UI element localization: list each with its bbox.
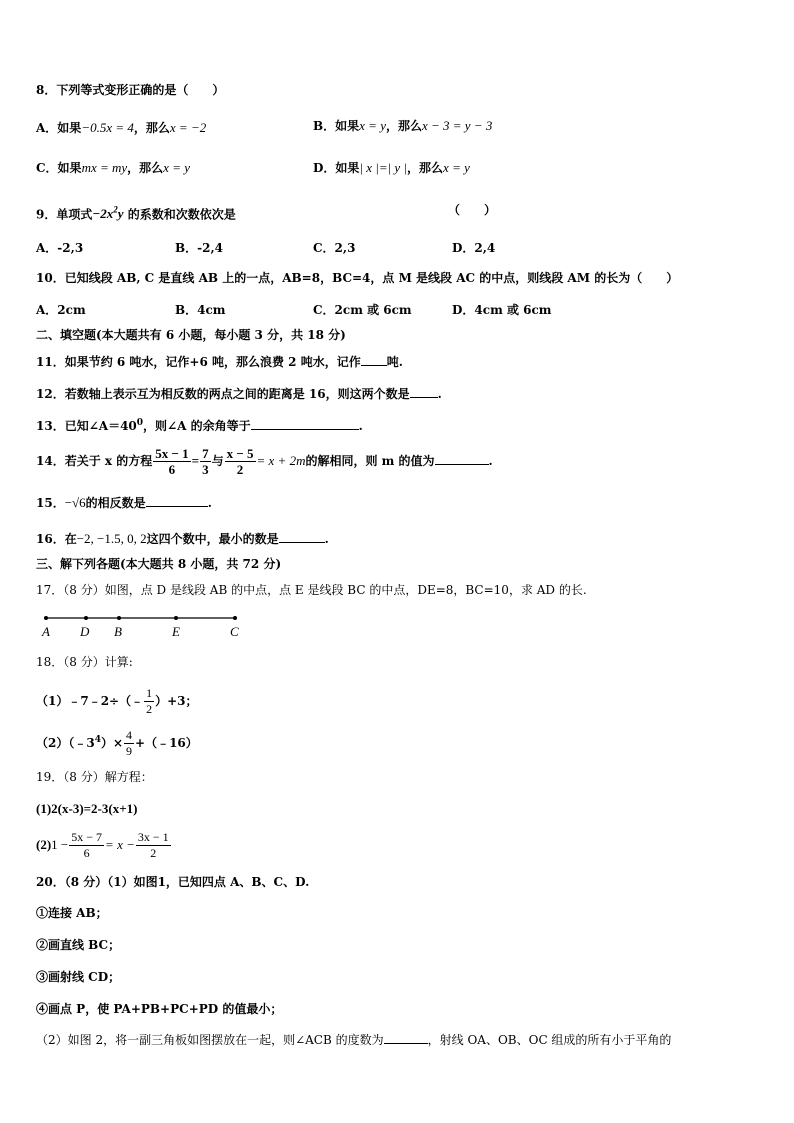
q14-fraction-3 [225,446,256,477]
q8-a-prefix: A．如果 [36,121,82,135]
q20-answer-blank[interactable] [384,1031,428,1044]
q12-text: 12．若数轴上表示互为相反数的两点之间的距离是 16，则这两个数是 [36,387,410,401]
q10-option-d: D．4cm 或 6cm [452,303,552,317]
q20-step1: ①连接 AB； [36,906,108,920]
q16-text: 这四个数中，最小的数是 [146,532,279,546]
q17-point-e [174,616,178,620]
q9-paren: （ ） [448,203,497,217]
q8-b-mid: ，那么 [385,119,422,133]
q17-point-b [117,616,121,620]
q13-end: . [358,419,363,433]
q15-expression: −√6 [64,495,86,510]
q20-step2: ②画直线 BC； [36,938,121,952]
q17-segment-figure [36,610,256,642]
q18-part2 [36,722,198,760]
q17-label-b: B [114,624,122,639]
q16-number: 16．在 [36,532,77,546]
q20-step4: ④画点 P，使 PA+PB+PC+PD 的值最小； [36,1002,283,1016]
q8-c-prefix: C．如果 [36,161,82,175]
q17-label-e: E [172,624,180,639]
q15 [36,494,212,511]
q13 [36,415,363,434]
q8-c-math1: mx = my [81,160,128,175]
q9-stem-pre: 9．单项式 [36,207,93,222]
q13-text: 13．已知∠A＝40 [36,419,137,433]
q16-numbers: −2, −1.5, 0, 2 [76,531,147,546]
q19-stem: 19．（8 分）解方程： [36,770,153,784]
q19-f1-denominator: 6 [83,846,90,860]
q8-option-c [36,160,190,176]
q19-f2-numerator: 3x − 1 [137,830,169,844]
q12-answer-blank[interactable] [410,385,438,398]
q8-a-mid: ，那么 [133,121,170,135]
q17-label-a: A [42,624,50,639]
q17-point-c [233,616,237,620]
q14-end: . [488,454,493,468]
q19-part1: (1)2(x-3)=2-3(x+1) [36,801,138,816]
q11-answer-blank[interactable] [361,353,387,366]
q11 [36,353,403,370]
q9-term [92,206,123,221]
q8-c-math2: x = y [163,160,190,175]
q8-b-math1: x = y [359,118,386,133]
q16 [36,530,329,547]
q14-fraction-1 [153,446,190,477]
q14 [36,442,493,482]
q17-stem: 17．（8 分）如图，点 D 是线段 AB 的中点，点 E 是线段 BC 的中点，DE=8，BC=10，求 AD 的长. [36,583,587,597]
q8-d-math1: | x |=| y | [359,160,408,175]
q10-option-b: B．4cm [175,303,226,317]
q19-part2-mid: = x − [105,837,135,852]
q14-f2-numerator: 7 [202,446,209,461]
q8-stem: 8．下列等式变形正确的是（ ） [36,83,225,97]
q20-step3: ③画射线 CD； [36,970,121,984]
q14-fraction-2 [200,446,211,477]
q14-f2-denominator: 3 [202,462,209,477]
q8-c-mid: ，那么 [127,161,164,175]
q9-option-a: A．-2,3 [36,241,84,255]
q20-part2 [36,1031,671,1048]
q14-post: 的解相同，则 m 的值为 [305,454,435,468]
q8-a-math2: x = −2 [169,120,207,135]
q19-part2-fraction-2 [136,830,171,861]
q17-label-c: C [230,624,239,639]
q15-text: 的相反数是 [85,496,146,510]
q9-option-d: D．2,4 [452,241,496,255]
q14-f3-numerator: x − 5 [226,446,254,461]
q8-d-mid: ，那么 [407,161,444,175]
q19-part2-fraction-1 [69,830,104,861]
q14-f1-numerator: 5x − 1 [155,446,189,461]
q11-unit: 吨. [386,355,403,369]
section-2-heading: 二、填空题(本大题共有 6 小题，每小题 3 分，共 18 分) [36,328,346,342]
q17-point-a [44,616,48,620]
q9-option-c: C．2,3 [313,241,356,255]
q8-d-prefix: D．如果 [313,161,360,175]
q19-f2-denominator: 2 [150,846,157,860]
q13-mid: ，则∠A 的余角等于 [143,419,251,433]
q10-option-c: C．2cm 或 6cm [313,303,412,317]
q9-stem [36,202,236,222]
q9-term-y: y [117,206,124,222]
q11-text: 11．如果节约 6 吨水，记作+6 吨，那么浪费 2 吨水，记作 [36,355,361,369]
q18-part1-pre: （1）﹣7﹣2÷（﹣ [36,694,144,708]
q20-stem: 20．（8 分）（1）如图1，已知四点 A、B、C、D. [36,875,310,889]
q18-part2-fraction [124,728,134,759]
q14-answer-blank[interactable] [435,452,489,465]
q18-p2-denominator: 9 [126,744,133,758]
q14-f1-denominator: 6 [168,462,176,477]
q14-equals-1: = [191,453,200,468]
q20-part2-post: ，射线 OA、OB、OC 组成的所有小于平角的 [427,1033,672,1047]
q19-part2-one: 1 − [51,837,69,852]
q18-p1-denominator: 2 [146,702,153,716]
q12 [36,385,442,402]
q10-stem: 10．已知线段 AB, C 是直线 AB 上的一点，AB=8，BC=4，点 M 是线段 AC 的中点，则线段 AM 的长为（ ） [36,271,679,285]
q8-b-prefix: B．如果 [313,119,360,133]
q8-d-math2: x = y [443,160,470,175]
q8-option-b [313,118,492,134]
q15-number: 15． [36,496,65,510]
q18-p2-numerator: 4 [126,728,133,742]
q15-answer-blank[interactable] [146,494,208,507]
q18-part2-post: +（﹣16） [135,736,198,750]
q8-b-math2: x − 3 = y − 3 [421,118,493,133]
q9-term-exp: 2 [113,205,118,215]
q13-answer-blank[interactable] [251,417,359,430]
q8-option-d [313,160,470,176]
q10-option-a: A．2cm [36,303,86,317]
q14-mid: 与 [211,454,224,468]
q9-term-coef: −2x [92,206,114,222]
q20-part2-pre: （2）如图 2，将一副三角板如图摆放在一起，则∠ACB 的度数为 [36,1033,384,1047]
q19-f1-numerator: 5x − 7 [71,830,103,844]
q18-part2-pre: （2）（﹣3 [36,736,95,750]
q18-part2-exp: 4 [94,735,101,745]
q15-end: . [207,496,212,510]
q19-part2 [36,826,172,866]
q18-part1-post: ）+3； [155,694,198,708]
section-3-heading: 三、解下列各题(本大题共 8 小题，共 72 分) [36,557,282,571]
q8-option-a [36,120,206,136]
q17-label-d: D [80,624,90,639]
q9-stem-post: 的系数和次数依次是 [123,207,236,222]
q18-part2-mid: ）× [100,736,124,750]
q18-p1-numerator: 1 [146,686,153,700]
q17-point-d [84,616,88,620]
q9-option-b: B．-2,4 [175,241,224,255]
q14-tail: = x + 2m [256,453,306,468]
q18-stem: 18．（8 分）计算: [36,655,133,669]
q16-answer-blank[interactable] [279,530,325,543]
q8-a-math1: −0.5x = 4 [81,120,134,135]
q14-f3-denominator: 2 [236,462,244,477]
q18-part1-fraction [144,686,154,717]
q12-end: . [437,387,442,401]
q14-text: 14．若关于 x 的方程 [36,454,153,468]
q13-degree: 0 [136,418,144,428]
q19-part2-label: (2) [36,837,52,852]
q18-part1 [36,683,198,721]
q16-end: . [324,532,329,546]
